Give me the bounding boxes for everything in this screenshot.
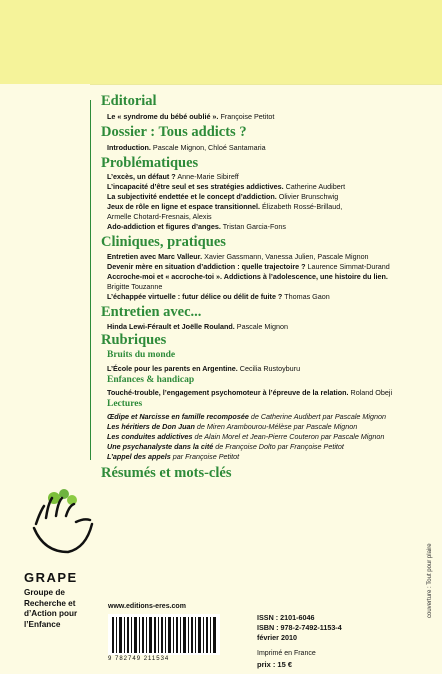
price: prix : 15 € <box>257 660 293 669</box>
lectures-line: Une psychanalyste dans la cité de Françoise Dolto par Françoise Petitot <box>107 442 344 451</box>
subheading-bruits: Bruits du monde <box>107 350 176 360</box>
green-vertical-rule <box>90 100 91 460</box>
heading-problematiques: Problématiques <box>101 155 199 171</box>
heading-rubriques: Rubriques <box>101 332 167 348</box>
subheading-enfances: Enfances & handicap <box>107 375 195 385</box>
cliniques-line: L’échappée virtuelle : futur délice ou délit de fuite ? Thomas Gaon <box>107 292 330 301</box>
entretien-line: Hinda Lewi-Férault et Joëlle Rouland. Pascale Mignon <box>107 322 288 331</box>
dossier-line: Introduction. Pascale Mignon, Chloé Santamaria <box>107 143 266 152</box>
problematiques-line: L’incapacité d’être seul et ses stratégies addictives. Catherine Audibert <box>107 182 346 191</box>
problematiques-line: L’excès, un défaut ? Anne-Marie Sibireff <box>107 172 239 181</box>
heading-dossier: Dossier : Tous addicts ? <box>101 124 247 140</box>
cliniques-line: Brigitte Touzanne <box>107 282 163 291</box>
enfances-line: Touché-trouble, l’engagement psychomoteur à l’épreuve de la relation. Roland Obeji <box>107 388 393 397</box>
grape-description: Groupe de Recherche et d’Action pour l’Enfance <box>24 588 78 629</box>
grape-title: GRAPE <box>24 570 78 585</box>
lectures-line: L’appel des appels par Françoise Petitot <box>107 452 240 461</box>
problematiques-line: Jeux de rôle en ligne et espace transitionnel. Élizabeth Rossé-Brillaud, <box>107 202 343 211</box>
issn: ISSN : 2101-6046 <box>257 613 315 622</box>
problematiques-line: Ado-addiction et figures d’anges. Tristan Garcia-Fons <box>107 222 286 231</box>
heading-entretien: Entretien avec... <box>101 304 202 320</box>
publication-date: février 2010 <box>257 633 297 642</box>
cliniques-line: Accroche-moi et « accroche-toi ». Addictions à l’adolescence, une histoire du lien. <box>107 272 388 281</box>
svg-text:couverture : Tout pour plaire: couverture : Tout pour plaire <box>427 543 433 618</box>
publisher-url[interactable]: www.editions-eres.com <box>108 603 186 610</box>
heading-cliniques: Cliniques, pratiques <box>101 234 226 250</box>
top-band-border <box>90 0 442 85</box>
barcode-number: 9 782749 211534 <box>108 656 170 662</box>
editorial-line: Le « syndrome du bébé oublié ». Françoise Petitot <box>107 112 275 121</box>
isbn: ISBN : 978-2-7492-1153-4 <box>257 623 342 632</box>
side-credit <box>424 520 434 620</box>
cliniques-line: Devenir mère en situation d’addiction : quelle trajectoire ? Laurence Simmat-Durand <box>107 262 390 271</box>
printed-in: Imprimé en France <box>257 650 316 657</box>
heading-editorial: Editorial <box>101 93 157 109</box>
barcode <box>108 614 220 655</box>
lectures-line: Les héritiers de Don Juan de Miren Arambourou-Mélèse par Pascale Mignon <box>107 422 358 431</box>
grape-hand-logo <box>22 488 102 563</box>
subheading-lectures: Lectures <box>107 399 143 409</box>
cliniques-line: Entretien avec Marc Valleur. Xavier Gassmann, Vanessa Julien, Pascale Mignon <box>107 252 369 261</box>
lectures-line: Les conduites addictives de Alain Morel et Jean-Pierre Couteron par Pascale Mignon <box>107 432 385 441</box>
problematiques-line: Armelle Chotard-Fresnais, Alexis <box>107 212 212 221</box>
heading-resumes: Résumés et mots-clés <box>101 465 232 481</box>
problematiques-line: La subjectivité endettée et le concept d’addiction. Olivier Brunschwig <box>107 192 339 201</box>
lectures-line: Œdipe et Narcisse en famille recomposée de Catherine Audibert par Pascale Mignon <box>107 412 387 421</box>
bruits-line: L’École pour les parents en Argentine. Cecilia Rustoyburu <box>107 364 301 373</box>
